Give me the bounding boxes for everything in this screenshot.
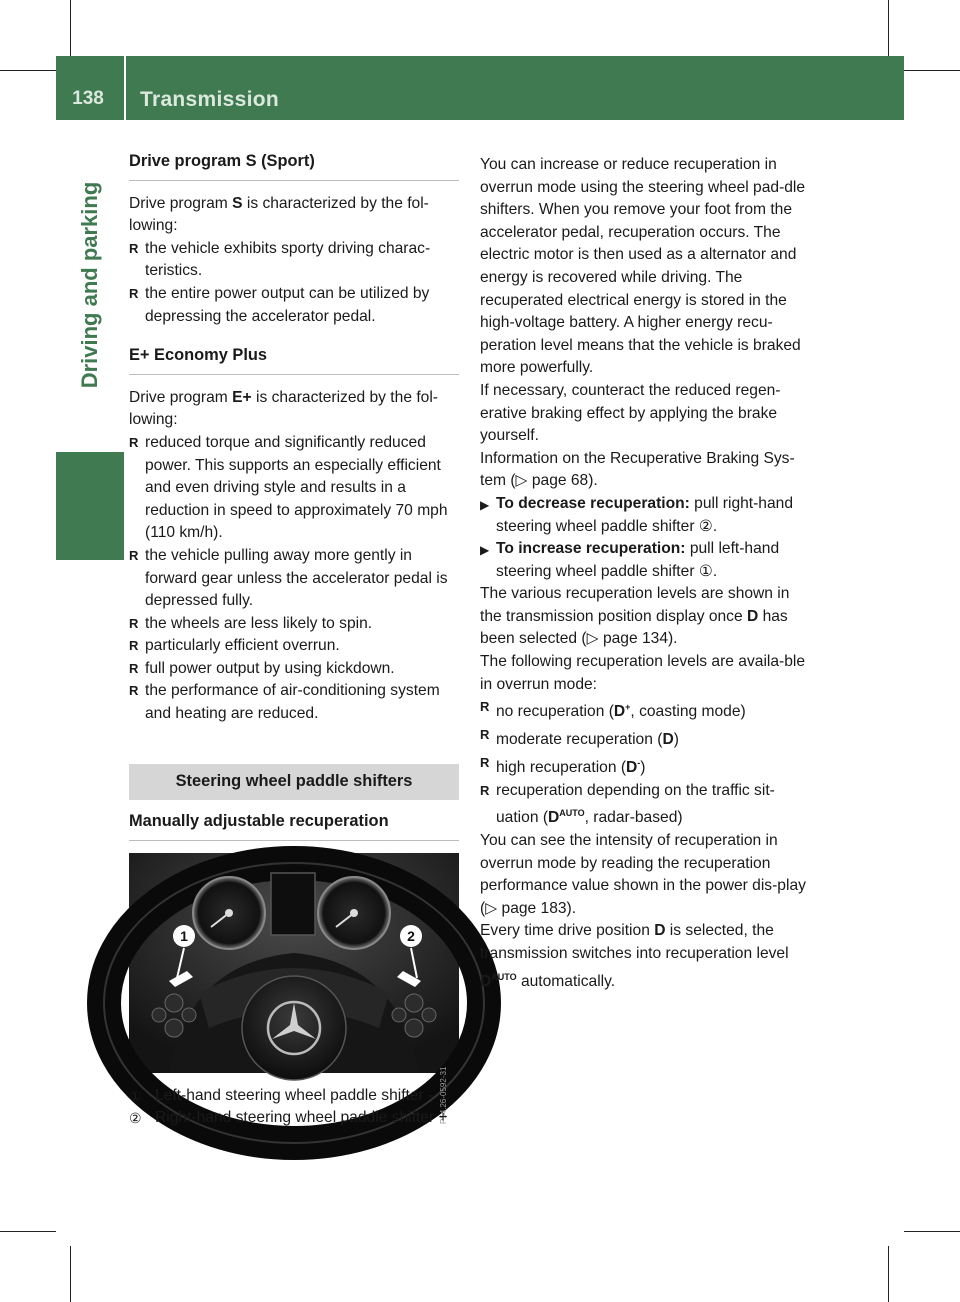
- caption-text: Left-hand steering wheel paddle shifter -: [155, 1086, 434, 1104]
- sport-intro-pre: Drive program: [129, 194, 233, 212]
- caption-number: ①: [129, 1087, 142, 1104]
- crop-mark: [0, 1231, 56, 1232]
- bullet-text: the wheels are less likely to spin.: [145, 614, 373, 632]
- list-item: [480, 696, 813, 724]
- sport-intro-post: is characterized by the fol-lowing:: [129, 194, 429, 235]
- text-sup: AUTO: [559, 808, 585, 819]
- arrow-right-icon: ▶: [480, 497, 490, 512]
- bullet-icon: R: [129, 547, 139, 563]
- bullet-icon: R: [129, 638, 139, 654]
- bullet-text: full power output by using kickdown.: [145, 659, 395, 677]
- header-divider: [124, 56, 126, 120]
- right-column: [480, 154, 813, 993]
- bullet-text: the performance of air-conditioning system and heating are reduced.: [145, 682, 440, 723]
- paddle-shifters-heading: Steering wheel paddle shifters: [129, 764, 459, 801]
- step-text: pull right-hand steering wheel paddle shifter ②.: [496, 494, 794, 535]
- bullet-icon: R: [480, 754, 490, 770]
- bullet-icon: R: [129, 615, 139, 631]
- eco-intro-bold: E+: [232, 388, 252, 406]
- section-title-manual: Manually adjustable recuperation: [129, 810, 459, 841]
- left-column: [129, 150, 459, 1130]
- rbs-reference: Information on the Recuperative Braking Sys-tem (▷ page 68).: [480, 449, 795, 490]
- section-title-sport: Drive program S (Sport): [129, 150, 459, 181]
- text-bold: D: [613, 703, 626, 721]
- list-item: [480, 780, 813, 830]
- text-run: automatically.: [516, 972, 616, 990]
- list-item: [129, 635, 459, 658]
- list-item: [129, 283, 459, 328]
- list-item: [129, 680, 459, 725]
- caption-text: Right-hand steering wheel paddle shifter +: [155, 1109, 448, 1127]
- text-run: , coasting mode): [630, 703, 746, 721]
- list-item: [480, 724, 813, 752]
- text-bold: D: [746, 607, 759, 625]
- step-increase: [480, 538, 813, 583]
- bullet-text: particularly efficient overrun.: [145, 637, 340, 655]
- figure-caption: [129, 1107, 459, 1130]
- sport-intro: [129, 193, 459, 238]
- text-sup: -: [637, 757, 641, 768]
- step-decrease: [480, 493, 813, 538]
- bullet-icon: R: [129, 285, 139, 301]
- bullet-text: the vehicle pulling away more gently in forward gear unless the accelerator pedal is depressed fully.: [145, 546, 448, 610]
- bullet-text: the entire power output can be utilized by depressing the accelerator pedal.: [145, 284, 430, 325]
- text-run: ): [640, 759, 646, 776]
- list-item: [129, 545, 459, 613]
- sport-intro-bold: S: [232, 194, 243, 212]
- text-bold: D: [626, 759, 638, 776]
- bullet-icon: R: [129, 683, 139, 699]
- figure-code: P54.26-0592-31: [438, 1066, 448, 1125]
- text-run: ): [673, 731, 679, 749]
- bullet-icon: R: [480, 727, 490, 743]
- text-sup: +: [625, 702, 631, 713]
- text-bold: D: [662, 731, 674, 749]
- bullet-icon: R: [129, 240, 139, 256]
- auto-level-paragraph: [480, 920, 813, 993]
- recuperation-levels: [480, 696, 813, 830]
- bullet-text: the vehicle exhibits sporty driving charac-teristics.: [145, 239, 431, 280]
- levels-available-paragraph: The following recuperation levels are availa-ble in overrun mode:: [480, 653, 806, 693]
- arrow-right-icon: ▶: [480, 543, 490, 558]
- sport-bullets: [129, 238, 459, 328]
- step-title: To decrease recuperation:: [496, 494, 690, 512]
- text-run: The various recuperation levels are shown in the transmission position display once: [480, 585, 790, 625]
- recuperation-intro: You can increase or reduce recuperation in overrun mode using the steering wheel pad-dle shifters. When you remove your foot from the accelerator pedal, recuperation occurs. The electric motor is then used as a alternator and energy is recovered while driving. The recuperated electrical energy is stored in the high-voltage battery. A higher energy recu-peration level means that the vehicle is braked more powerfully.: [480, 156, 806, 377]
- eco-bullets: [129, 432, 459, 726]
- counteract-paragraph: If necessary, counteract the reduced regen-erative braking effect by applying the brake yourself.: [480, 381, 781, 445]
- crop-mark: [888, 1246, 889, 1302]
- intensity-paragraph: You can see the intensity of recuperation in overrun mode by reading the recuperation performance value shown in the power dis-play (▷ page 183).: [480, 831, 806, 917]
- eco-intro: [129, 387, 459, 432]
- text-bold: D: [480, 972, 492, 990]
- list-item: [129, 432, 459, 545]
- crop-mark: [904, 1231, 960, 1232]
- crop-mark: [888, 0, 889, 56]
- levels-display-paragraph: [480, 583, 813, 651]
- crop-mark: [70, 0, 71, 56]
- section-title-eco: E+ Economy Plus: [129, 344, 459, 375]
- page-number: 138: [72, 88, 104, 109]
- text-bold: D: [654, 922, 666, 940]
- bullet-icon: R: [480, 782, 490, 798]
- list-item: [480, 752, 813, 780]
- svg-text:2: 2: [407, 927, 415, 944]
- crop-mark: [904, 70, 960, 71]
- side-tab-label-box: [56, 120, 124, 450]
- text-run: no recuperation (: [496, 703, 614, 721]
- bullet-icon: R: [480, 699, 490, 715]
- eco-intro-post: is characterized by the fol-lowing:: [129, 388, 438, 429]
- figure-caption: [129, 1085, 459, 1108]
- bullet-icon: R: [129, 660, 139, 676]
- side-tab-marker: [56, 452, 124, 560]
- text-bold: D: [548, 809, 560, 827]
- bullet-text: reduced torque and significantly reduced power. This supports an especially efficient and even driving style and results in a reduction in speed to approximately 70 mph (110 km/h).: [145, 433, 448, 542]
- text-run: is selected, the transmission switches into recuperation level: [480, 922, 789, 962]
- list-item: [129, 238, 459, 283]
- page-title: Transmission: [140, 88, 279, 111]
- side-tab-label: Driving and parking: [77, 181, 102, 389]
- svg-text:1: 1: [180, 927, 188, 944]
- eco-intro-pre: Drive program: [129, 388, 233, 406]
- text-run: high recuperation (: [496, 759, 627, 776]
- crop-mark: [70, 1246, 71, 1302]
- text-run: recuperation depending on the traffic sit-uation (: [496, 781, 775, 827]
- list-item: [129, 658, 459, 681]
- caption-number: ②: [129, 1110, 142, 1127]
- step-title: To increase recuperation:: [496, 540, 686, 558]
- step-text: pull left-hand steering wheel paddle shifter ①.: [496, 540, 780, 580]
- list-item: [129, 613, 459, 636]
- text-sup: AUTO: [491, 971, 517, 982]
- steering-wheel-illustration: [129, 853, 459, 1073]
- text-run: has been selected (▷ page 134).: [480, 607, 788, 648]
- text-run: Every time drive position: [480, 922, 655, 940]
- bullet-icon: R: [129, 434, 139, 450]
- crop-mark: [0, 70, 56, 71]
- text-run: , radar-based): [584, 809, 683, 827]
- text-run: moderate recuperation (: [496, 731, 663, 749]
